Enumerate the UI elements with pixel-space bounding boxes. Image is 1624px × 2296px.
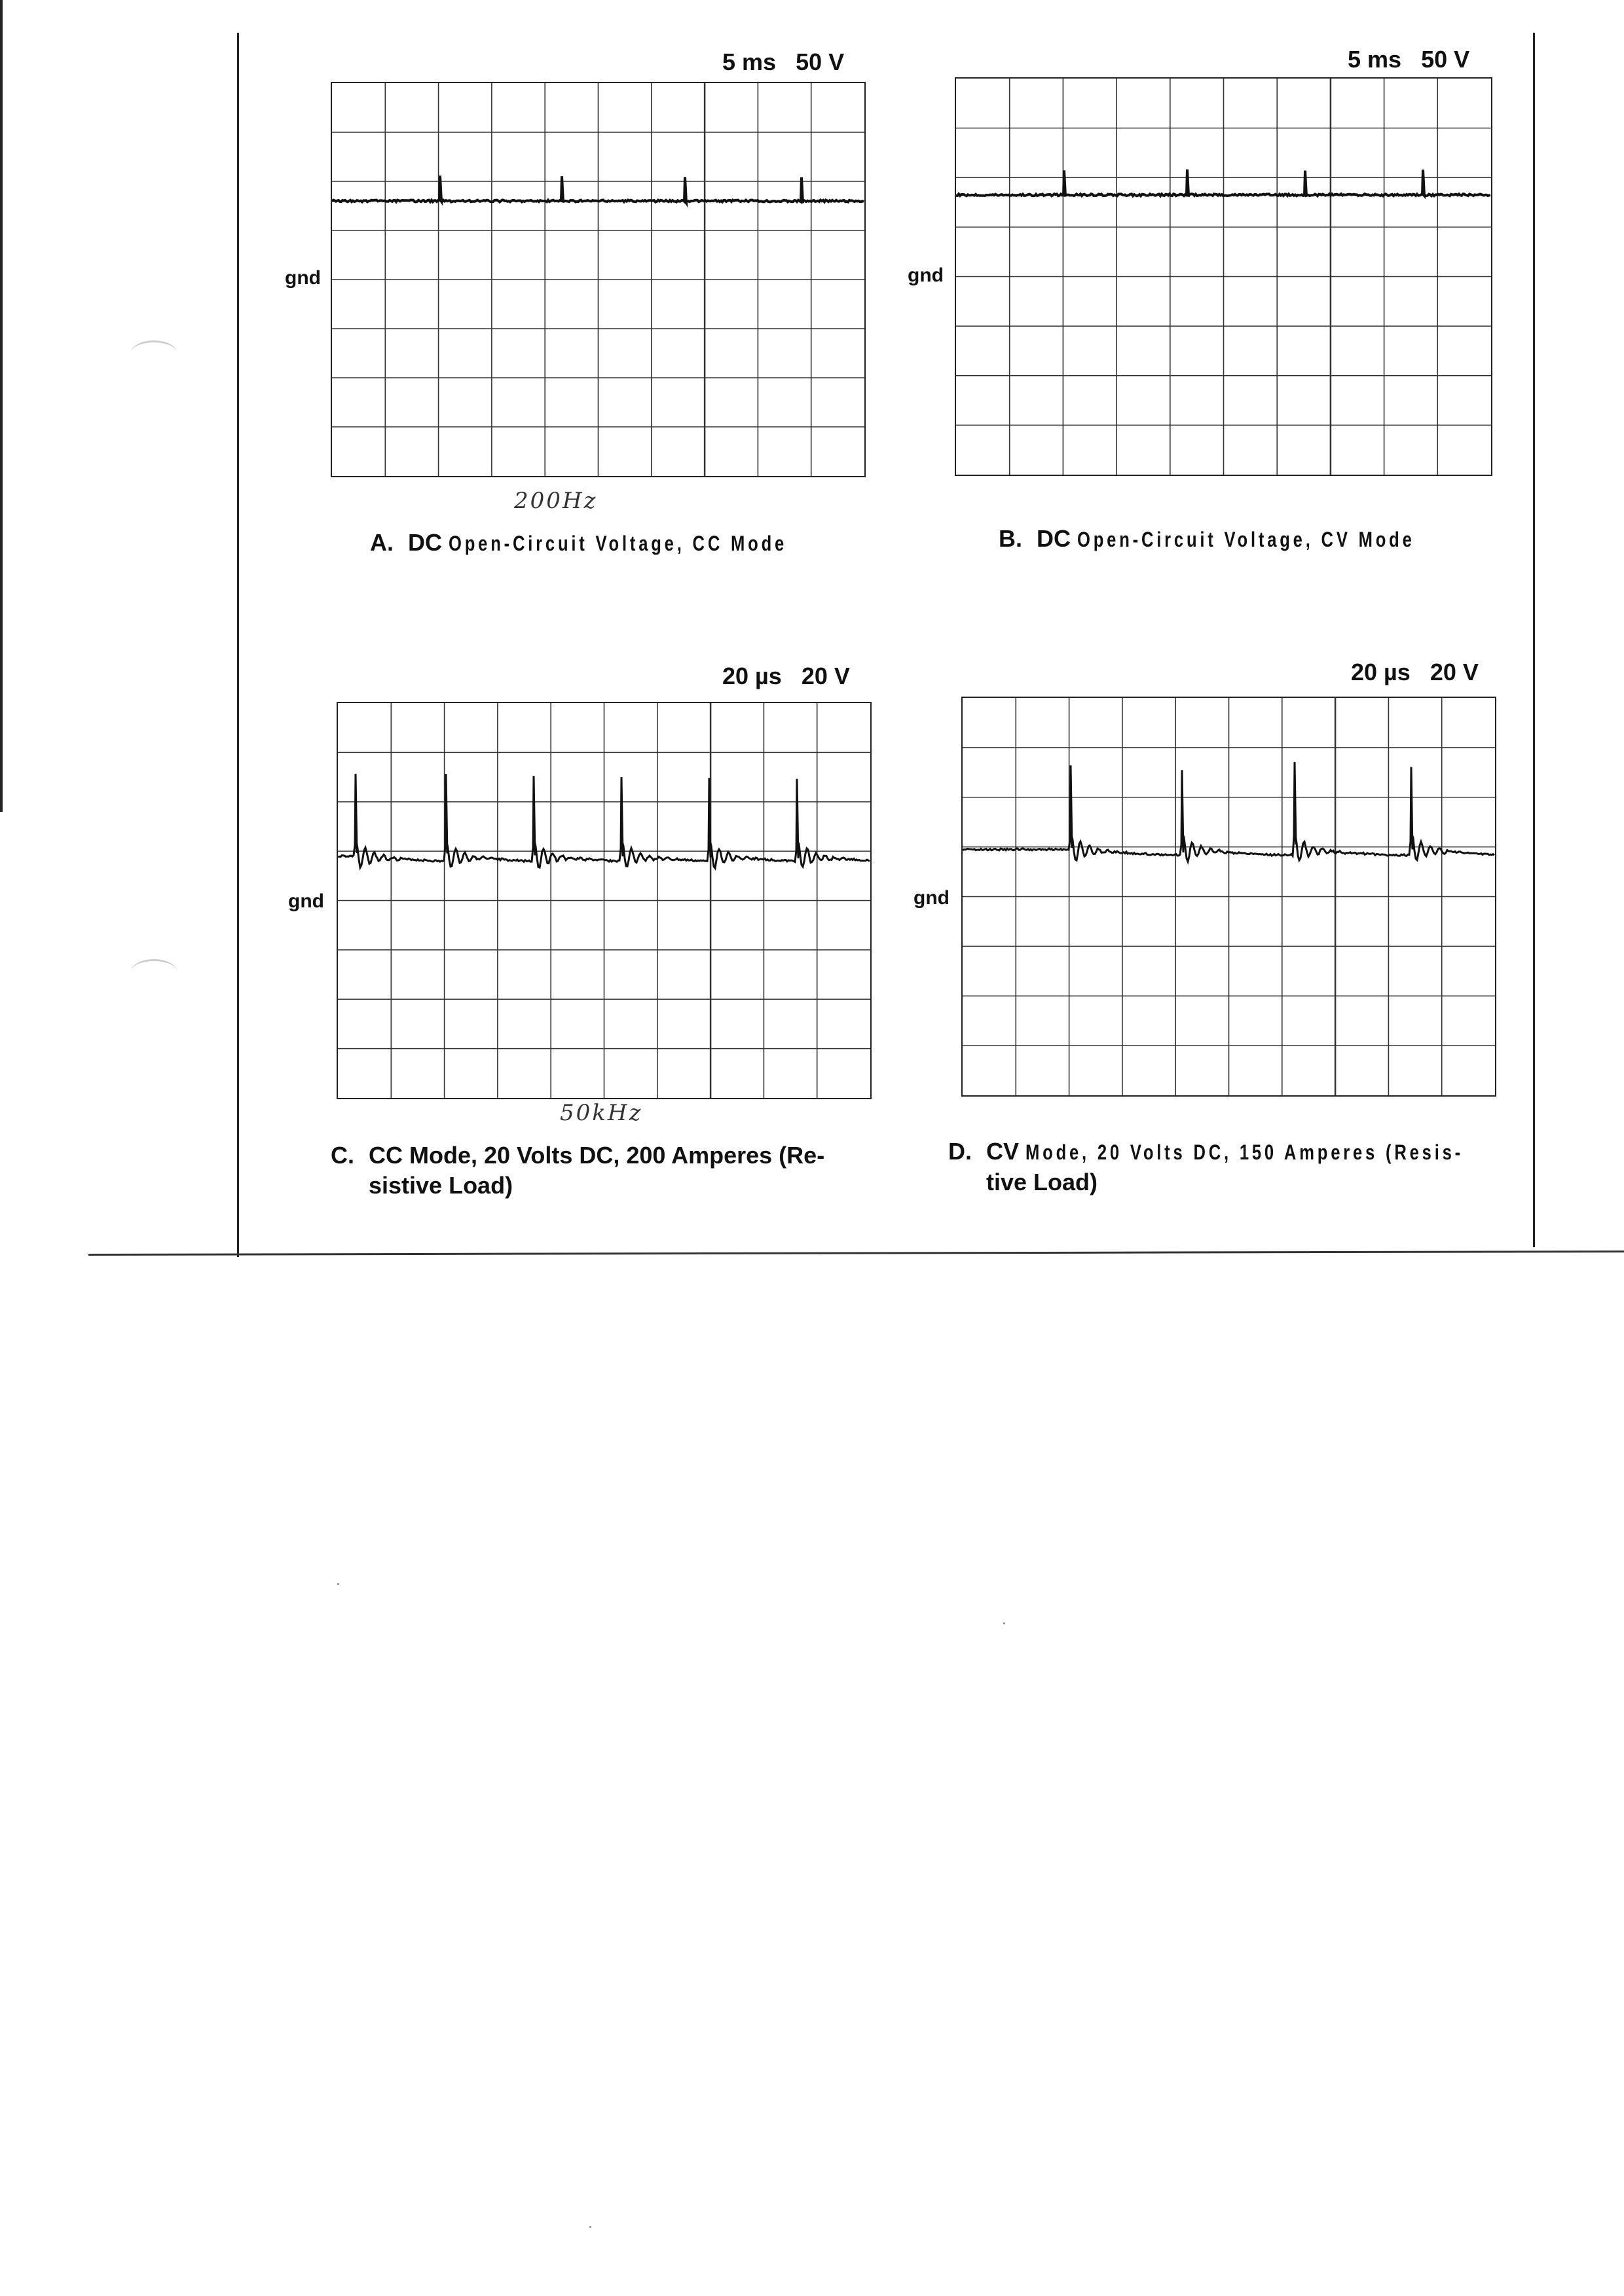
scan-edge xyxy=(0,0,3,812)
punch-hole-mark xyxy=(131,959,177,984)
caption-letter: B. xyxy=(999,525,1022,552)
scope-grid-b xyxy=(955,77,1492,476)
volt-scale: 20 V xyxy=(1430,659,1479,685)
caption-prefix: CV xyxy=(986,1138,1020,1165)
time-scale: 5 ms xyxy=(1348,46,1402,73)
scan-speck xyxy=(589,2226,591,2228)
handwritten-note: 50kHz xyxy=(560,1100,643,1126)
volt-scale: 50 V xyxy=(796,48,845,75)
caption-letter: D. xyxy=(948,1138,972,1165)
panel-c-scale xyxy=(722,663,850,690)
page-frame-right xyxy=(1533,33,1535,1247)
caption-b xyxy=(999,524,1500,555)
caption-prefix: DC xyxy=(408,529,442,556)
gnd-label: gnd xyxy=(908,264,944,286)
caption-c xyxy=(331,1140,824,1201)
scope-trace-b xyxy=(956,79,1491,475)
scope-grid-c xyxy=(337,702,872,1099)
scan-speck xyxy=(337,1583,339,1585)
scope-trace-c xyxy=(338,703,870,1098)
caption-text: Open-Circuit Voltage, CV Mode xyxy=(1077,528,1415,551)
gnd-label: gnd xyxy=(913,887,950,909)
caption-prefix: DC xyxy=(1037,525,1071,552)
caption-letter: C. xyxy=(331,1142,354,1169)
panel-a-scale xyxy=(722,48,844,76)
gnd-label: gnd xyxy=(288,890,324,912)
time-scale: 20 µs xyxy=(722,663,782,689)
punch-hole-mark xyxy=(131,340,177,365)
caption-text: Open-Circuit Voltage, CC Mode xyxy=(449,532,788,555)
caption-a xyxy=(370,528,872,558)
caption-text: Mode, 20 Volts DC, 150 Amperes (Resis- xyxy=(1025,1140,1464,1164)
caption-line-2: tive Load) xyxy=(986,1169,1098,1195)
caption-line-1: CC Mode, 20 Volts DC, 200 Amperes (Re- xyxy=(369,1142,825,1169)
caption-letter: A. xyxy=(370,529,394,556)
scope-trace-a xyxy=(332,83,864,476)
scope-grid-d xyxy=(961,697,1496,1097)
time-scale: 20 µs xyxy=(1351,659,1411,685)
panel-b-scale xyxy=(1348,46,1469,73)
caption-d xyxy=(948,1137,1573,1197)
volt-scale: 20 V xyxy=(801,663,850,689)
handwritten-note: 200Hz xyxy=(514,488,598,514)
time-scale: 5 ms xyxy=(722,48,777,75)
volt-scale: 50 V xyxy=(1421,46,1470,73)
scope-grid-a xyxy=(331,82,866,477)
scope-trace-d xyxy=(963,698,1495,1095)
page-frame-left xyxy=(237,33,239,1257)
scan-speck xyxy=(1003,1622,1005,1624)
panel-d-scale xyxy=(1351,659,1479,686)
page-frame-bottom xyxy=(88,1250,1624,1256)
gnd-label: gnd xyxy=(285,267,321,289)
caption-line-2: sistive Load) xyxy=(369,1172,513,1199)
